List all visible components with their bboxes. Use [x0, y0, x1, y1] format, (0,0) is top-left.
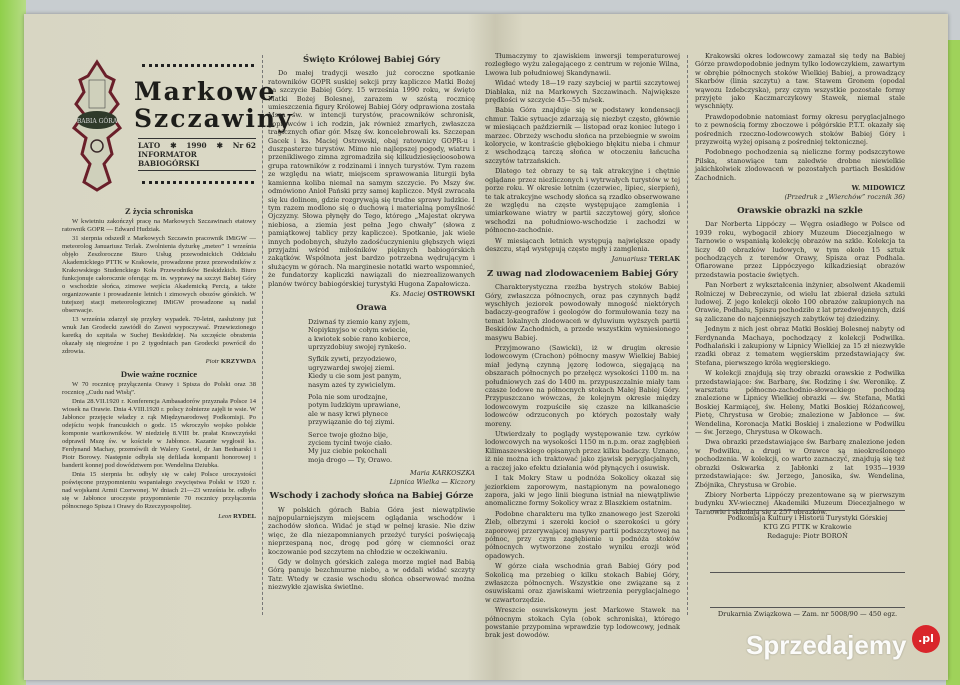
poem-line: Dziwnaś ty ziemio kany zyjem, [308, 317, 411, 326]
paragraph: 31 sierpnia odszedł z Markowych Szczawin pracownik IMiGW — meteorolog Januariusz Terlak. Zwolnienia dyżurkę „meteo” 1 września objęło Zeszłoroczne Biuro Usług przewodnickich Oddziału Akademickiego PTTK w Krakowie, prowadzone przez przewodników z Krakowskiego Studenckiego Koła Przewodników Beskidzkich. Biuro funkcjonuje całorocznie oferując m. in. wyprawy na szczyt Babiej Góry o wschodzie słońca, zimowe wejścia Akademicką Percią, a także organizowanie i prowadzenie letnich i zimowych obozów górskich. W tutejszej stacji meteorologicznej IMiGW prowadzone są nadal obserwacje. [62, 235, 256, 314]
poem-line: uprzyzdobiuy swojej rynkeśo. [308, 343, 407, 351]
poem-line: ugryzwardej swojej ziemi. [308, 363, 395, 372]
poem-line: potym ludzkiym uprawiane, [308, 401, 401, 410]
paragraph: W polskich górach Babia Góra jest niewątpliwie najpopularniejszym miejscem oglądania wschodów i zachodów słońca. Widać je stąd w pełnej krasie. Nie dziw więc, że dla niezapomnianych przeżyć turyści poświęcają nieprzespaną noc, drogę pod górę w ciemności oraz koczowanie pod szczytem na chłodzie w oczekiwaniu. [268, 505, 475, 556]
column-2 [268, 50, 475, 620]
paragraph: W 70 rocznicę przyłączenia Orawy i Spisza do Polski oraz 38 rocznicę „Cudu nad Wisłą”. [62, 381, 256, 396]
paragraph: Krakowski okres lodowcowy zamazał się tedy na Babiej Górze prawdopodobnie jednym tylko lodowczykiem, zawartym w obrębie północnych stoków Wielkiej Babiej, a prowadzący Skarbów (linia szczytu) a taw. Stawem Gronem (opodal wąwozu Izdebczyska), przy czym wszystkie pozostałe formy przyjęte jako Kaczmarczykowy Stawek, niemal stale wyschnięty. [695, 52, 905, 111]
poem-line: Kiedy u cie som jest panym, [308, 372, 402, 381]
watermark-badge: .pl [912, 625, 940, 653]
author-signature: W. MIDOWICZ (Przedruk z „Wierchów” rocznik 36) [784, 184, 905, 201]
divider [710, 510, 905, 511]
paragraph: Dlatego też obrazy te są tak atrakcyjne i chętnie oglądane przez niezliczonych i wytrwałych turystów w tej porze roku. W okresie letnim (czerwiec, lipiec, sierpień), te tak atrakcyjne wschody słońca są rzadko obserwowane ze względu na częste występujące zamglenia i umiarkowane wiatry w partii szczytowej góry, słońce wschodzi na południowo-wschodzie i zachodzi w północno-zachodnie. [485, 167, 680, 235]
paragraph: Tłumaczymy to zjawiskiem inwersji temperaturowej rozległego wyżu zalegającego z centrum w rejonie Wilna, Lwowa lub południowej Skandynawii. [485, 52, 680, 77]
poem-line: ale w nasy krwi płynece [308, 409, 388, 418]
poem-line: Serce twoje głoźno bije, [308, 430, 389, 439]
article-heading: Wschody i zachody słońca na Babiej Górze [269, 491, 474, 502]
paragraph: W miesiącach letnich występują największe opady deszczu, stąd występują częste mgły i zamglenia. [485, 236, 680, 253]
watermark-logo: Sprzedajemy [746, 630, 907, 660]
paragraph: Dnia 28.VII.1920 r. Konferencja Ambasadorów przyznała Polsce 14 wiosek na Orawie. Dnia 4.VIII.1920 r. polscy żołnierze zajęli te wsie. W Jabłonce przejęcie władzy z rąk Międzynarodowej Podkomisji. Po odejściu wojsk francuskich o godz. 15 wkroczyło wojsko polskie komponie wartkowników. W niedzielę 8.VIII br. prałat Krawczyński odprawił Mszę św. w kościele w Jabłonce. Kazanie wygłosił ks. Ferdynand Machay, przemówili dr Walery Goetel, dr Jan Bednarski i Piotr Borowy. Następnie odbyła się defilada kompanii honorowej i banderii konnej pod dowództwem por. Wendelina Dziubka. [62, 398, 256, 469]
babia-gora-emblem-icon [62, 58, 132, 193]
subtitle: INFORMATOR BABIOGÓRSKI [138, 150, 200, 168]
poem [268, 318, 475, 465]
author-signature: Maria KARKOSZKA Lipnica Wielka — Kiczory [389, 469, 475, 486]
paragraph: Do małej tradycji weszło już coroczne spotkanie ratowników GOPR suskiej sekcji przy kapliczce Matki Bożej na szczycie Babiej Góry. 15 września 1990 roku, w święto Matki Bożej Bolesnej, zarazem w szóstą rocznicę umieszczenia figury Królowej Babiej Góry odprawiona została Msza św. w intencji turystów, pracowników schronisk, goprowców i ich rodzin, jak również zmarłych, zwłaszcza tragicznych ofiar gór. Mszę św. koncelebrowali ks. Szczepan Gacek i ks. Maciej Ostrowski, obaj ratownicy GOPR-u i duszpasterze turystów. Mimo nie najlepszej pogody, wiatru i przenikliwego zimna zgromadziła się kilkudziesięcioosobowa grupa ratowników z rodzinami i innych turystów. Tym razem ze względu na wiatr, miejscem sprawowania liturgii była kamienna koliba niemal na samym szczycie. Po Mszy św. odmówiono Anioł Pański przy samej kapliczce. Myśl zwracała się ku dolinom, gdzie rozgrywają się trudne sprawy ludzkie. I tym razem modlono się o duchową i materialną pomyślność Ojczyzny. Słowa płynęły do Tego, którego „Majestat okrywa niebiosa, a ziemia jest pełna Jego chwały” (słowa z pamiątkowej tablicy przy kapliczce). Spotkanie, jak wiele innych podobnych, służyło zadośćuczynieniu głębszych więzi przyjaźni wśród miłośników pięknych babiogórskich zakątków. Wspólnota jest bardzo potrzebna wędrującym i służącym w górach. Na marginesie notatki warto wspomnieć, że fundatorzy kapliczki nawiązali do niezrealizowanych planów twórcy babiogórskiej turystyki Hugona Zapałowicza. [268, 69, 475, 288]
author-signature: Piotr KRZYWDA [205, 358, 256, 365]
paragraph: W górze ciała wschodnia grań Babiej Góry pod Sokolicą ma przebieg o kilku stokach Babiej Góry, zwłaszcza północnych. Wszystkie one związane są z osuwiskami oraz zjawiskami wietrzenia peryglacjalnego w czwartorzędzie. [485, 562, 680, 604]
article-heading: Święto Królowej Babiej Góry [303, 55, 440, 65]
paragraph: W kolekcji znajdują się trzy obrazki orawskie z Podwilka przedstawiające: św. Barbarę, św. Rodzinę i św. Weronikę. Z warsztatu północno-zachodnio-słowackiego pochodzą znalezione w Lipnicy Wielkiej obrazki — św. Stefana, Matki Boskiej Karmiącej, św. Heleny, Matki Boskiej Różańcowej, Pietę, Chrystusa w Grobie; znalezione w Jabłonce — św. Wendelina, Koronacja Matki Boskiej i znalezione w Podwilku — św. Jerzego, Chrystusa w Okowach. [695, 369, 905, 437]
editorial-footer: Podkomisja Kultury i Historii Turystyki Górskiej KTG ZG PTTK w Krakowie Redaguje: Piotr BOROŃ [727, 514, 888, 540]
poem-line: a kwiotek sobie rano kobierce, [308, 334, 411, 343]
masthead [62, 58, 294, 193]
paragraph: Podobne charakteru ma tylko znanowego jest Szeroki Żleb, olbrzymi i szeroki kocioł o szerokości u góry zaporowej przerywającej masywy partii podszczytowej na północ, przy czym zagłębienie u podnóża stoków północnych wytworzone zostało wyniku erozji wód opadowych. [485, 509, 680, 560]
paragraph: Jednym z nich jest obraz Matki Boskiej Bolesnej nabyty od Ferdynanda Machaya, pochodzący z kolekcji Podwilka. Podhalański i zakupiony w Lipnicy Wielkiej za 15 zł niezwykle rzadki obraz z tematem węgierskim przedstawiający św. Stefana, pierwszego króla węgierskiego. [695, 325, 905, 367]
author-signature: Leon RYDEL [218, 513, 256, 520]
column-4 [695, 52, 905, 516]
article-heading: Z uwag nad zlodowaceniem Babiej Góry [487, 268, 678, 279]
column-divider [262, 55, 263, 615]
poem-line: My juz ciebie pokochali [308, 447, 387, 456]
printer-info: Drukarnia Związkowa — Zam. nr 5008/90 — 450 egz. [717, 610, 898, 618]
divider [710, 607, 905, 608]
poem-line: zyciem tycinł twoje ciało. [308, 439, 393, 448]
green-background-left [0, 0, 26, 685]
column-1 [62, 203, 256, 623]
poem-line: przywiązanie do tej ziymi. [308, 418, 395, 427]
paragraph: Zbiory Norberta Lippóczy prezentowane są w pierwszym budynku XV-wiecznej Akademiki Muzeum Diecezjalnego w Tarnowie i składają się z 257 obrazków. [695, 490, 905, 516]
green-background-right [946, 40, 960, 685]
decorative-wave [142, 64, 254, 68]
article-heading: Orawskie obrazki na szkle [737, 205, 863, 216]
article-heading: Dwie ważne rocznice [120, 369, 198, 379]
poem-line: Syfkik zywti, przyodziewo, [308, 355, 397, 364]
poem-line: Nopiyknyjso w cołym swiecie, [308, 326, 408, 335]
paragraph: Dwa obrazki przedstawiające św. Barbarę znalezione jeden w Podwilku, a drugi w Orawce są nieokreślonego pochodzenia. W kolekcji, co warto zaznaczyć, znajdują się też obrazki Oskwarka z Jabłonki z lat 1935—1939 przedstawiające: św. Jerzego, Janosika, św. Wendelina, Zbójnika, Chrystusa w Grobie. [695, 438, 905, 489]
paragraph: Dar Norberta Lippóczy — Węgra osiadłego w Polsce od 1939 roku, wybogacił zbiory Muzeum Diecezjalnego w Tarnowie o wspaniałą kolekcję obrazów na szkle. Kolekcja ta liczy 40 obrazków ludowych, w tym około 15 sztuk pochodzących z terenów Orawy, Spisza oraz Podhala. Ofiarowane przez Lippóczyego kilkadziesiąt obrazów przedstawia postacie świętych. [695, 220, 905, 279]
paragraph: Utwierdzały to poglądy występowanie tzw. cyrków lodowcowych na wysokości 1150 m n.p.m. oraz zagłębień Kilimaszewskiego opisanych przez kilku badaczy. Uznano, iż nie można ich traktować jako zjawisk peryglacjalnych, a raczej jako efektu działania wód płynących i osuwisk. [485, 430, 680, 472]
paragraph: Widać wtedy 18—19 razy szybciej w partii szczytowej Diablaka, niż na Markowych Szczawinach. Największe prędkości w szczycie 45—55 m/sek. [485, 79, 680, 105]
poem-line: moja drogo — Ty, Orawo. [308, 455, 393, 464]
paragraph: Charakterystyczna rzeźba bystrych stoków Babiej Góry, zwłaszcza północnych, oraz pas czynnych bądź wyschłych jeziorek powodowały mnogość niektórych badaczy-geografów i geologów do formułowania tezy na temat lokalnych zlodowaceń w dyluwium wyższych partii Beskidów Zachodnich, a przede wszystkim wyniesionego masywu Babiej. [485, 283, 680, 342]
paragraph: Gdy w dolnych górskich zalega morze mgieł nad Babią Górą panuje bezchmurne niebo, a w oddali widać szczyty Tatr. Wtedy w czasie wschodu słońca obserwować można niezwykłe zjawiska świetlne. [268, 557, 475, 592]
paragraph: Babia Góra znajduje się w podstawy kondensacji chmur. Takie sytuacje zdarzają się niezbyt często, głównie w miesiącach październik — listopad oraz koniec lutego i marzec. Obrzeży wschodu słońca na przebiegnie w swoim kolorycie, w kontraście głębokiego błękitu nieba i chmur z wschodzącą tarczą słońca w otoczeniu łańcucha szczytów tatrzańskich. [485, 106, 680, 165]
author-signature: Ks. Maciej OSTROWSKI [390, 289, 475, 298]
paragraph: Wreszcie osuwiskowym jest Markowe Stawek na północnym stokach Cyla (obok schroniska), którego powstanie przypomina wprawdzie typ lodowcowy, jednak brak jest dowodów. [485, 606, 680, 640]
poem-heading: Orawa [356, 303, 387, 314]
paragraph: Dnia 15 sierpnia br. odbyły się w całej Polsce uroczystości poświęcone przypomnieniu wspaniałego zwycięstwa Polski w 1920 r. nad wojskami Armii Czerwonej. W dniach 21—23 września br. odbyło się w Jabłonce uroczyste przypomnienie 70 rocznicy przyłączenia północnego Spisza i Orawy do Rzeczypospolitej. [62, 471, 256, 510]
column-3 [485, 52, 680, 640]
article-heading: Z życia schroniska [124, 206, 194, 216]
paragraph: W kwietniu zakończył pracę na Markowych Szczawinach etatowy ratownik GOPR — Edward Hudziak. [62, 218, 256, 233]
paragraph: Prawdopodobnie natomiast formy okresu peryglacjalnego to z pewnością formy zboczowe i półgórskie P.T.T. okazały się pośrednich rzeczno-lodowcowych stoków Babiej Góry i przyzwoitą wyżej opisaną z pośredniej tektonicznej. [695, 112, 905, 147]
paragraph: 13 września zdarzył się przykry wypadek. 70-letni, zasłużony już wnuk Jan Grodecki zawiódł do Zawoi wypoczywać. Przewiezionego karetką do szpitala w Suchej Beskidzkiej. Na szczęście obrażenia okazały się niegroźne i po 2 tygodniach pan Grodecki powrócił do zdrowia. [62, 316, 256, 355]
newspaper-title: Markowe Szczawiny [134, 77, 294, 133]
issue-info: LATO ✱ 1990 ✱ Nr 62 INFORMATOR BABIOGÓRSKI [138, 138, 256, 171]
paragraph: Podobnego pochodzenia są nieliczne formy podszczytowe Pilska, stanowiące tam zaledwie drobne niewielkie jakichkolwiek zlodowaceń w pozostałych partiach Beskidów Zachodnich. [695, 148, 905, 182]
author-signature: Januariusz TERLAK [611, 255, 680, 264]
column-divider [687, 55, 688, 615]
paragraph: Przyjmowano (Sawicki), iż w drugim okresie lodowcowym (Crachon) północny masyw Wielkiej Babiej miał jedyną czynną jęzorę lodowca, sięgającą na obszarach północnych po przełęcz wysokości 1100 m. na południowych zaś do 1400 m. przypuszczalnie miały tam czasze lodowe na północnych stokach Małej Babiej Góry. Przypuszczano wówczas, że kolejnym okresie między lodowcowym rozpuściłe się czasze na kilkanaście lodowców odrzuconych po których pozostały wały moreny. [485, 344, 680, 428]
divider [710, 572, 905, 573]
poem-line: Pola nie som urodzajne, [308, 393, 388, 402]
poem-line: nasym aześ ty zywicielym. [308, 380, 396, 389]
paragraph: Pan Norbert z wykształcenia inżynier, absolwent Akademii Rolniczej w Debreczynie, od wielu lat zbierał dzieła sztuki ludowej. Z jego kolekcji około 100 obrazów zakupionych na Orawie, Podhalu, Spiszu pochodziło z lat przedwojennych, dziś są zaliczane do najcenniejszych zabytków tej dziedziny. [695, 281, 905, 323]
svg-text:BABIA GÓRA: BABIA GÓRA [76, 118, 118, 125]
paragraph: I tak Mokry Staw u podnóża Sokolicy okazał się jeziorkiem zaporowym, nastąpionym na powalonego zapora, jaki w jego linii bieguna istniał na niewątpliwie anomaliczne formy Sokolicy wraz z Blaszkiem ostatnim. [485, 474, 680, 508]
decorative-wave [142, 181, 254, 185]
